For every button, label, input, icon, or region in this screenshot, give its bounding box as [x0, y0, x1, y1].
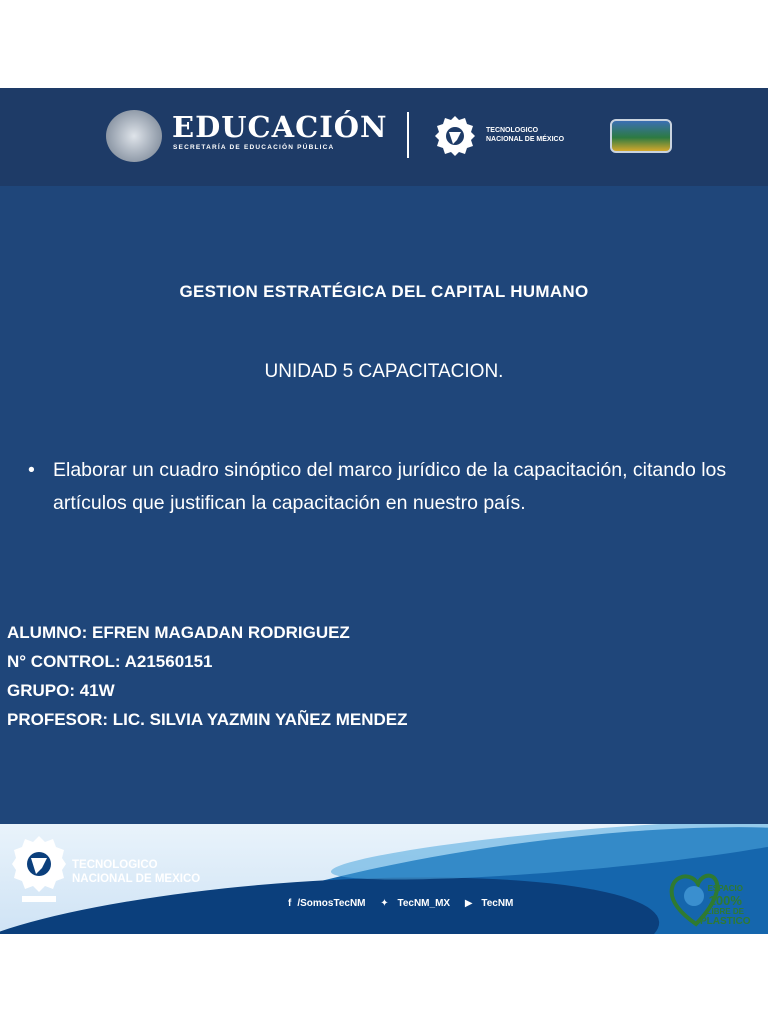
- student-info: [7, 618, 408, 734]
- plastic-free-text: [700, 884, 751, 927]
- facebook-link[interactable]: [288, 898, 372, 909]
- footer-banner: [0, 824, 768, 934]
- footer-tecnm-line2: NACIONAL DE MEXICO: [72, 873, 201, 885]
- tecnm-gear-icon: [435, 114, 475, 156]
- social-links: [288, 898, 525, 909]
- teacher: PROFESOR: LIC. SILVIA YAZMIN YAÑEZ MENDEZ: [7, 710, 408, 729]
- control-number: N° CONTROL: A21560151: [7, 652, 213, 671]
- header-banner: [0, 88, 768, 186]
- sep-logo-subtitle: SECRETARÍA DE EDUCACIÓN PÚBLICA: [173, 144, 335, 151]
- footer-tecnm-text: [72, 858, 200, 886]
- course-title: GESTION ESTRATÉGICA DEL CAPITAL HUMANO: [179, 282, 589, 301]
- institute-badge-icon: [610, 119, 672, 153]
- tecnm-logo-text: [486, 126, 576, 144]
- youtube-link[interactable]: [465, 898, 520, 909]
- twitter-icon: ✦: [380, 898, 389, 909]
- youtube-icon: ▶: [464, 898, 473, 909]
- twitter-handle: TecNM_MX: [397, 898, 451, 909]
- tecnm-gear-icon: [12, 834, 66, 912]
- group: GRUPO: 41W: [7, 681, 115, 700]
- tecnm-line1: TECNOLOGICO: [486, 127, 539, 134]
- twitter-link[interactable]: [380, 898, 456, 909]
- campaign-line2: 100%: [708, 893, 742, 908]
- task-text: Elaborar un cuadro sinóptico del marco jurídico de la capacitación, citando los artículos que justifican la capacitación en nuestro país.: [53, 459, 727, 514]
- sep-logo-title: EDUCACIÓN: [172, 110, 388, 144]
- campaign-line1: ESPACIO: [707, 884, 743, 893]
- facebook-icon: f: [288, 898, 292, 909]
- mexico-seal-icon: [106, 110, 162, 162]
- bullet-icon: •: [28, 459, 35, 481]
- cover-content: [0, 186, 768, 824]
- youtube-handle: TecNM: [481, 898, 514, 909]
- header-divider: [407, 112, 409, 158]
- facebook-handle: /SomosTecNM: [297, 898, 366, 909]
- footer-tecnm-line1: TECNOLOGICO: [72, 859, 158, 871]
- unit-title: UNIDAD 5 CAPACITACION.: [264, 361, 504, 382]
- campaign-line4: PLASTICO: [700, 916, 751, 927]
- tecnm-line2: NACIONAL DE MÉXICO: [486, 136, 565, 143]
- campaign-line3: LIBRE DE: [706, 907, 744, 916]
- student-name: ALUMNO: EFREN MAGADAN RODRIGUEZ: [7, 623, 350, 642]
